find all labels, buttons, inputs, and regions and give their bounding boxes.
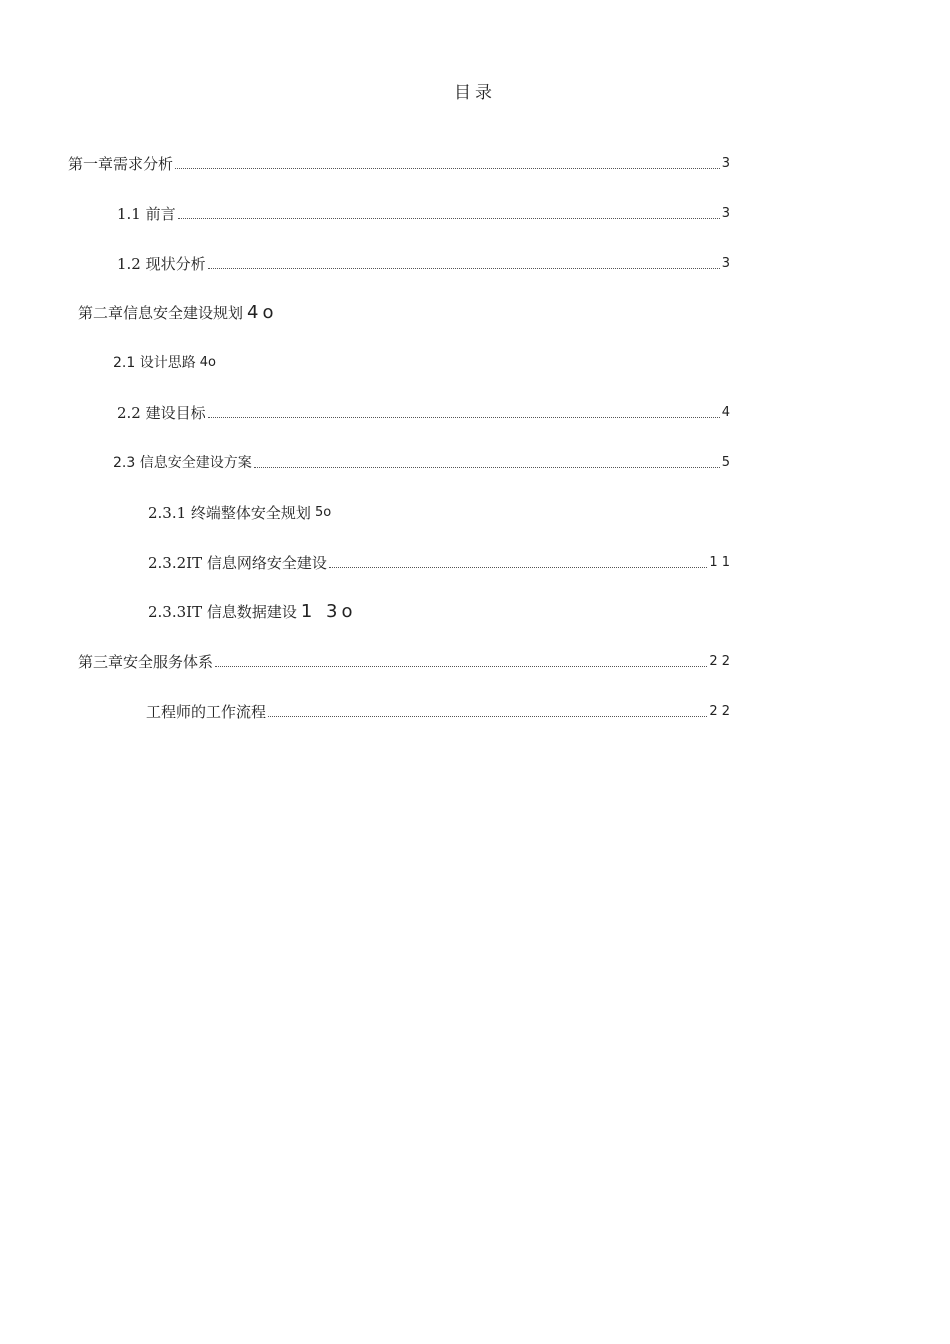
toc-leader-dots: [215, 666, 707, 667]
toc-entry-label: 1.1 前言: [117, 205, 176, 223]
toc-leader-dots: [254, 467, 720, 468]
toc-leader-dots: [208, 268, 720, 269]
toc-leader-dots: [178, 218, 720, 219]
toc-entry-1-1[interactable]: [117, 202, 730, 224]
toc-entry-page: 2 2: [709, 654, 730, 669]
toc-entry-engineer-workflow[interactable]: [146, 700, 730, 722]
toc-entry-page: 4o: [247, 302, 278, 323]
toc-entry-page: 5: [721, 455, 730, 470]
toc-leader-dots: [268, 716, 707, 717]
toc-entry-chapter-3[interactable]: [78, 650, 730, 672]
toc-entry-label: 第三章安全服务体系: [78, 653, 214, 671]
toc-entry-page: 1 3o: [300, 601, 357, 622]
toc-title: 目录: [454, 83, 496, 103]
toc-entry-chapter-1[interactable]: [68, 152, 730, 174]
toc-entry-label: 1.2 现状分析: [117, 255, 206, 273]
toc-entry-page: 3: [721, 256, 730, 271]
toc-entry-2-3-2[interactable]: [148, 551, 730, 573]
toc-entry-page: 5o: [314, 505, 332, 520]
toc-entry-page: 4: [721, 405, 730, 420]
toc-entry-label: 2.2 建设目标: [117, 404, 206, 422]
toc-leader-dots: [208, 417, 720, 418]
toc-entry-1-2[interactable]: [117, 252, 730, 274]
toc-entry-page: 3: [721, 206, 730, 221]
toc-entry-label: 2.3.3IT 信息数据建设: [148, 603, 297, 621]
toc-entry-label: 2.3 信息安全建设方案: [113, 455, 252, 471]
toc-entry-label: 2.1 设计思路: [113, 355, 196, 371]
toc-entry-page: 4o: [199, 355, 216, 370]
toc-entry-page: 3: [721, 156, 730, 171]
toc-entry-label: 第一章需求分析: [68, 155, 174, 173]
toc-entry-chapter-2[interactable]: [78, 301, 277, 323]
toc-entry-label: 2.3.2IT 信息网络安全建设: [148, 554, 327, 572]
toc-leader-dots: [329, 567, 707, 568]
toc-entry-2-3-1[interactable]: [148, 501, 331, 523]
toc-leader-dots: [175, 168, 720, 169]
toc-entry-label: 工程师的工作流程: [146, 703, 267, 721]
toc-entry-2-2[interactable]: [117, 401, 730, 423]
toc-entry-2-3[interactable]: [113, 451, 730, 473]
toc-entry-2-1[interactable]: [113, 351, 216, 373]
toc-entry-page: 1 1: [709, 555, 730, 570]
toc-entry-label: 2.3.1 终端整体安全规划: [148, 504, 311, 522]
toc-entry-page: 2 2: [709, 704, 730, 719]
toc-entry-label: 第二章信息安全建设规划: [78, 304, 244, 322]
toc-entry-2-3-3[interactable]: [148, 600, 357, 622]
